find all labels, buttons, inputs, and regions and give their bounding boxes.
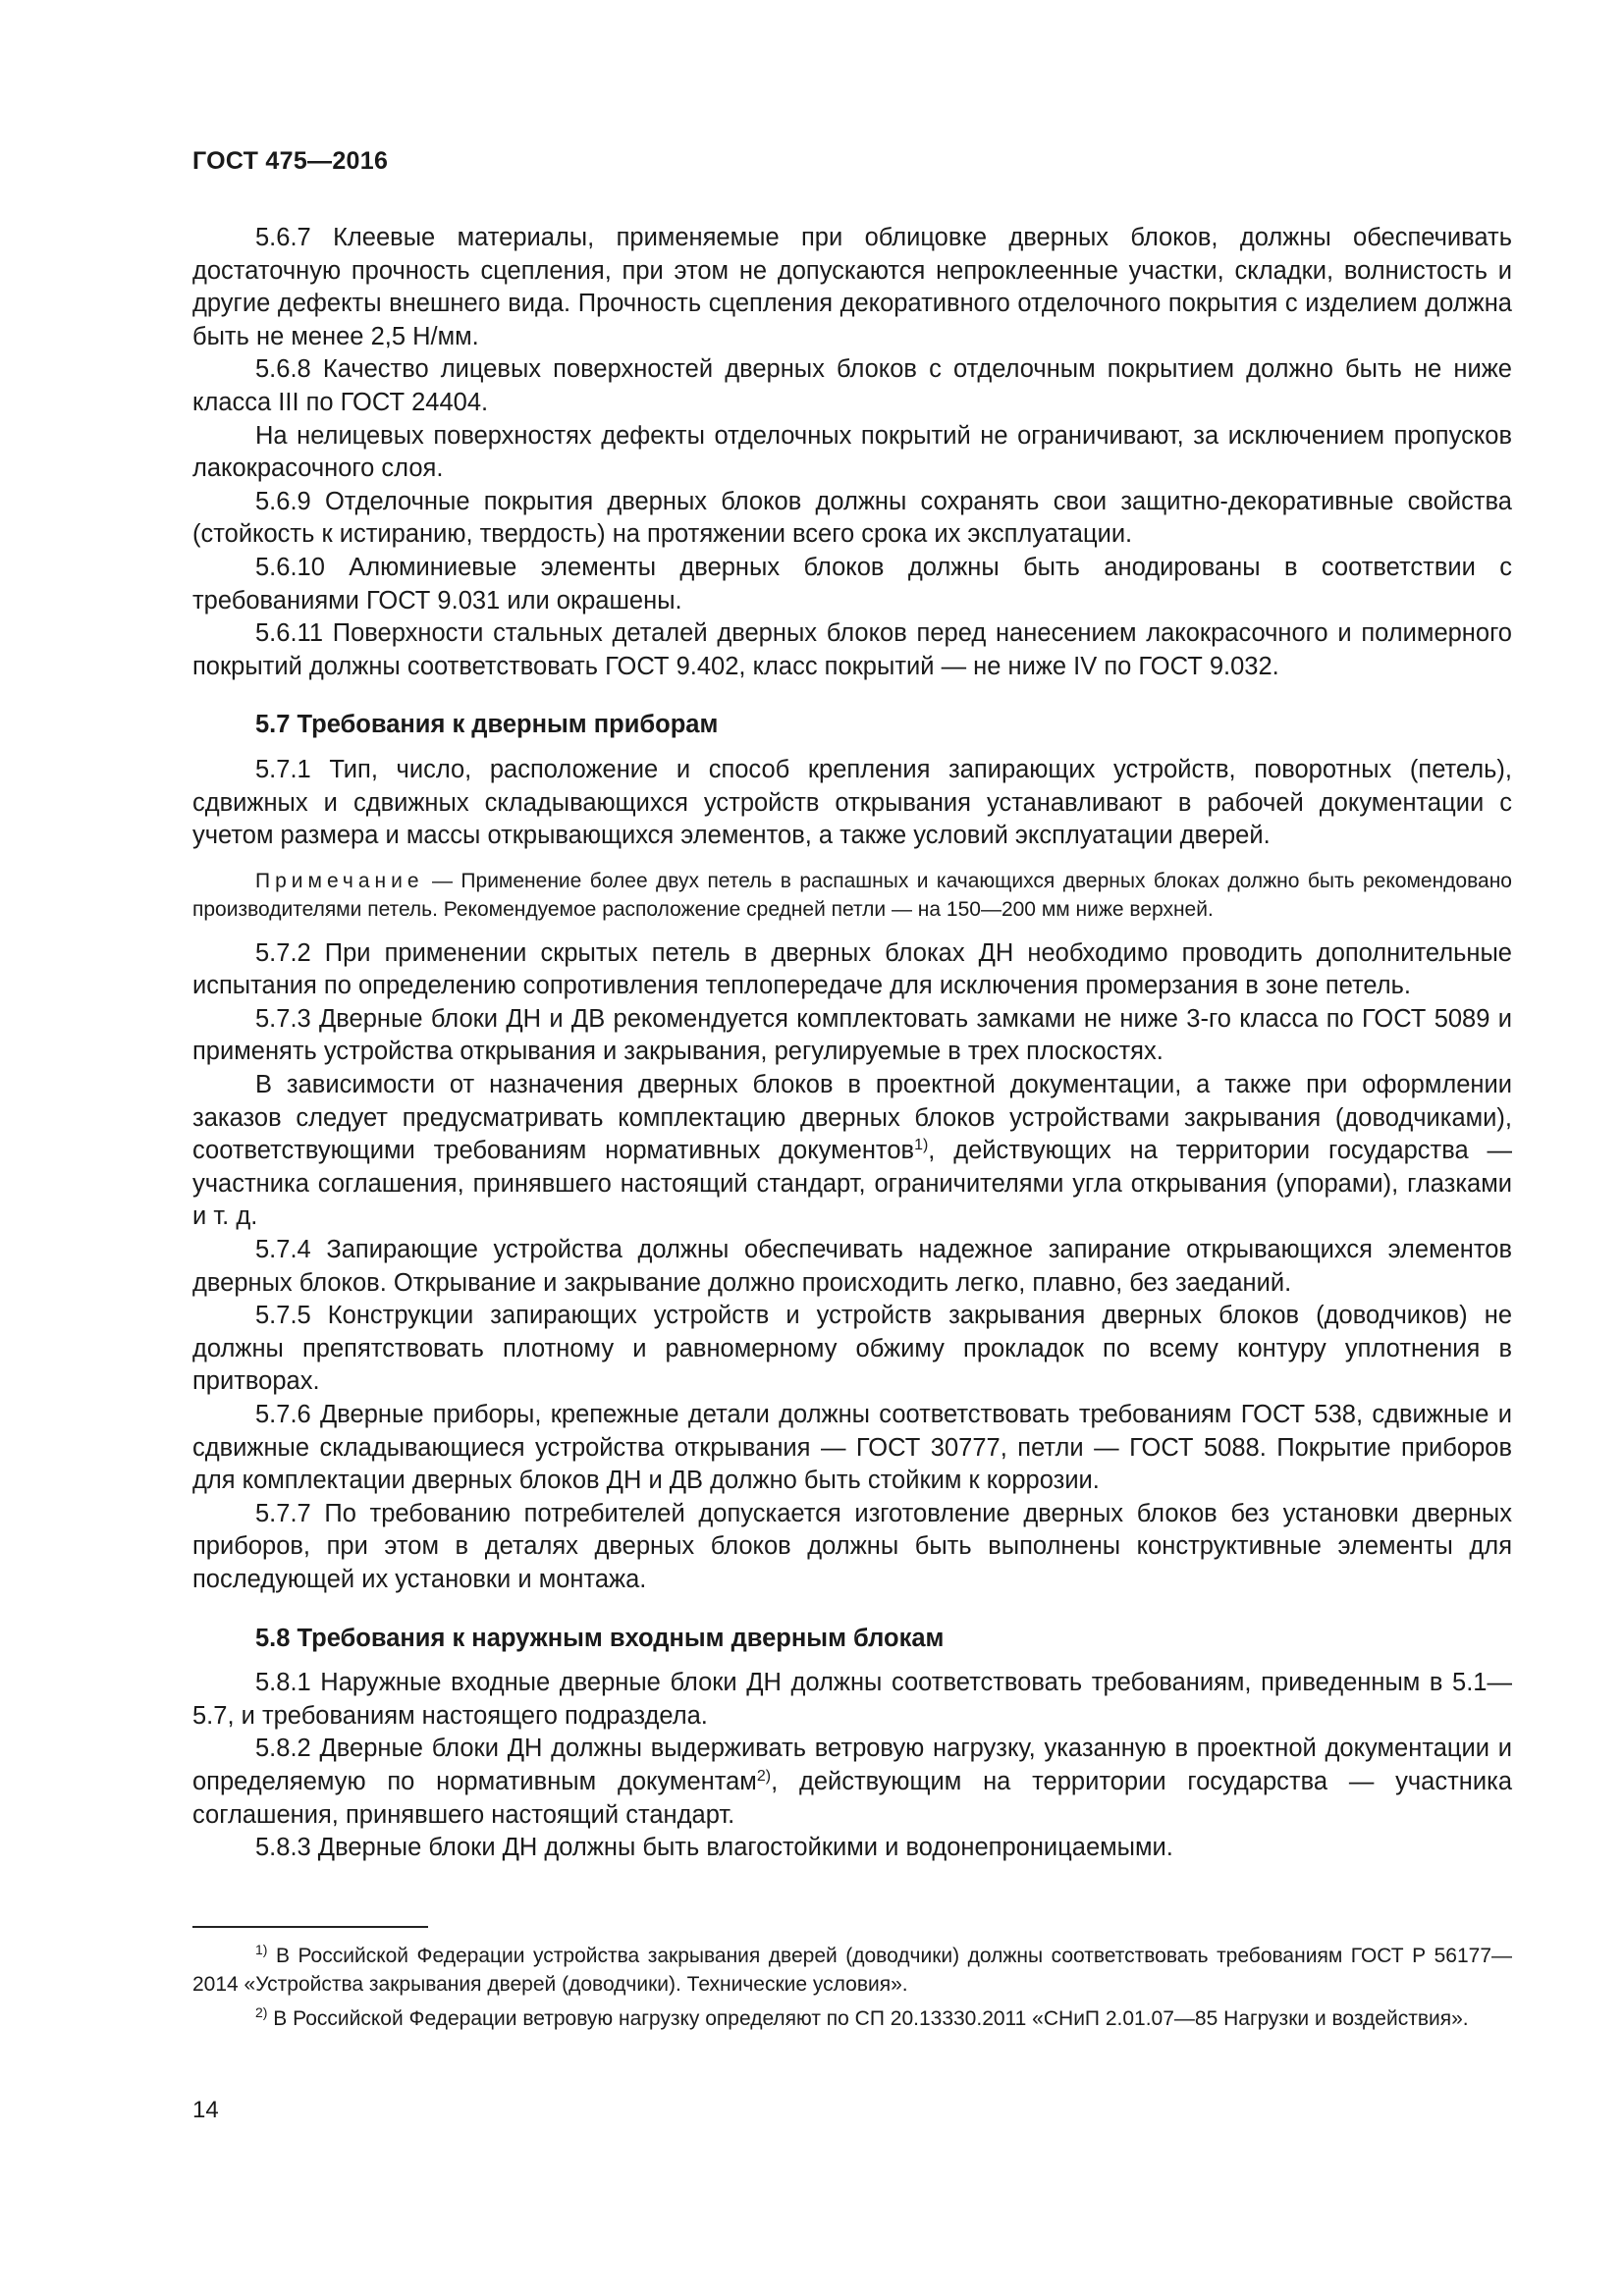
paragraph-5-6-11: 5.6.11 Поверхности стальных деталей дверных блоков перед нанесением лакокрасочного и полимерного покрытий должны соответствовать ГОСТ 9.402, класс покрытий — не ниже IV по ГОСТ 9.032. [192,619,1512,680]
footnote-ref-2[interactable]: 2) [756,1767,772,1785]
paragraph-5-8-1: 5.8.1 Наружные входные дверные блоки ДН должны соответствовать требованиям, приведенным в 5.1—5.7, и требованиям настоящего подраздела. [192,1669,1512,1730]
note-label: Примечание [255,869,424,892]
paragraph-5-7-5: 5.7.5 Конструкции запирающих устройств и устройств закрывания дверных блоков (доводчиков) не должны препятствовать плотному и равномерному обжиму прокладок по всему контуру уплотнения в притворах. [192,1302,1512,1396]
paragraph-5-7-4: 5.7.4 Запирающие устройства должны обеспечивать надежное запирание открывающихся элементов дверных блоков. Открывание и закрывание должно происходить легко, плавно, без заеданий. [192,1236,1512,1297]
paragraph-5-7-7: 5.7.7 По требованию потребителей допускается изготовление дверных блоков без установки дверных приборов, при этом в деталях дверных блоков должны быть выполнены конструктивные элементы для последующей их установки и монтажа. [192,1499,1512,1593]
footnote-text: В Российской Федерации устройства закрывания дверей (доводчики) должны соответствовать требованиям ГОСТ Р 56177—2014 «Устройства закрывания дверей (доводчики). Технические условия». [192,1945,1512,1996]
paragraph-5-7-6: 5.7.6 Дверные приборы, крепежные детали должны соответствовать требованиям ГОСТ 538, сдвижные и сдвижные складывающиеся устройства открывания — ГОСТ 30777, петли — ГОСТ 5088. Покрытие приборов для комплектации дверных блоков ДН и ДВ должно быть стойким к коррозии. [192,1401,1512,1495]
paragraph-5-7-3: 5.7.3 Дверные блоки ДН и ДВ рекомендуется комплектовать замками не ниже 3-го класса по ГОСТ 5089 и применять устройства открывания и закрывания, регулируемые в трех плоскостях. [192,1004,1512,1066]
text-segment: , действующих на территории государства — участника соглашения, принявшего настоящий стандарт, ограничителями угла открывания (упорами), глазками и т. д. [192,1137,1512,1231]
note-paragraph [192,867,1512,924]
document-header: ГОСТ 475—2016 [192,147,389,175]
paragraph-5-6-10: 5.6.10 Алюминиевые элементы дверных блоков должны быть анодированы в соответствии с требованиями ГОСТ 9.031 или окрашены. [192,553,1512,614]
paragraph-5-8-3: 5.8.3 Дверные блоки ДН должны быть влагостойкими и водонепроницаемыми. [255,1834,1173,1862]
main-content [192,222,1512,1865]
paragraph-5-7-1: 5.7.1 Тип, число, расположение и способ крепления запирающих устройств, поворотных (петель), сдвижных и сдвижных складывающихся устройств открывания устанавливают в рабочей документации с учетом размера и массы открывающихся элементов, а также условий эксплуатации дверей. [192,755,1512,850]
footnotes [192,1926,1512,2039]
note-text: — Применение более двух петель в распашных и качающихся дверных блоках должно быть рекомендовано производителями петель. Рекомендуемое расположение средней петли — на 150—200 мм ниже верхней. [192,869,1512,921]
paragraph-5-6-8-continued: На нелицевых поверхностях дефекты отделочных покрытий не ограничивают, за исключением пропусков лакокрасочного слоя. [192,421,1512,483]
page-number: 14 [192,2097,219,2123]
footnote-mark-1: 1) [255,1942,268,1957]
paragraph-5-6-9: 5.6.9 Отделочные покрытия дверных блоков должны сохранять свои защитно-декоративные свойства (стойкость к истиранию, твердость) на протяжении всего срока их эксплуатации. [192,487,1512,549]
paragraph-5-7-2: 5.7.2 При применении скрытых петель в дверных блоках ДН необходимо проводить дополнительные испытания по определению сопротивления теплопередаче для исключения промерзания в зоне петель. [192,938,1512,1000]
text-segment: 5.8.2 Дверные блоки ДН должны выдерживать ветровую нагрузку, указанную в проектной документации и определяемую по нормативным документам [192,1735,1512,1795]
section-heading-5-8: 5.8 Требования к наружным входным дверным блокам [255,1624,945,1652]
text-segment: В зависимости от назначения дверных блоков в проектной документации, а также при оформлении заказов следует предусматривать комплектацию дверных блоков устройствами закрывания (доводчиками), соответствующими требованиям нормативных документов [192,1071,1512,1165]
footnote-mark-2: 2) [255,2004,268,2020]
footnote-divider [192,1926,428,1928]
footnote-text: В Российской Федерации ветровую нагрузку определяют по СП 20.13330.2011 «СНиП 2.01.07—85 Нагрузки и воздействия». [267,2007,1469,2030]
footnote-2 [192,2004,1512,2033]
footnote-1 [192,1942,1512,1999]
section-heading-5-7: 5.7 Требования к дверным приборам [255,711,719,739]
paragraph-5-6-8: 5.6.8 Качество лицевых поверхностей дверных блоков с отделочным покрытием должно быть не ниже класса III по ГОСТ 24404. [192,355,1512,416]
text-segment: , действующим на территории государства — участника соглашения, принявшего настоящий стандарт. [192,1767,1513,1829]
footnote-ref-1[interactable]: 1) [914,1137,929,1154]
paragraph-5-6-7: 5.6.7 Клеевые материалы, применяемые при облицовке дверных блоков, должны обеспечивать достаточную прочность сцепления, при этом не допускаются непроклеенные участки, складки, волнистость и другие дефекты внешнего вида. Прочность сцепления декоративного отделочного покрытия с изделием должна быть не менее 2,5 Н/мм. [192,224,1512,350]
paragraph-5-8-2 [192,1733,1512,1832]
paragraph-5-7-3-continued [192,1069,1512,1234]
